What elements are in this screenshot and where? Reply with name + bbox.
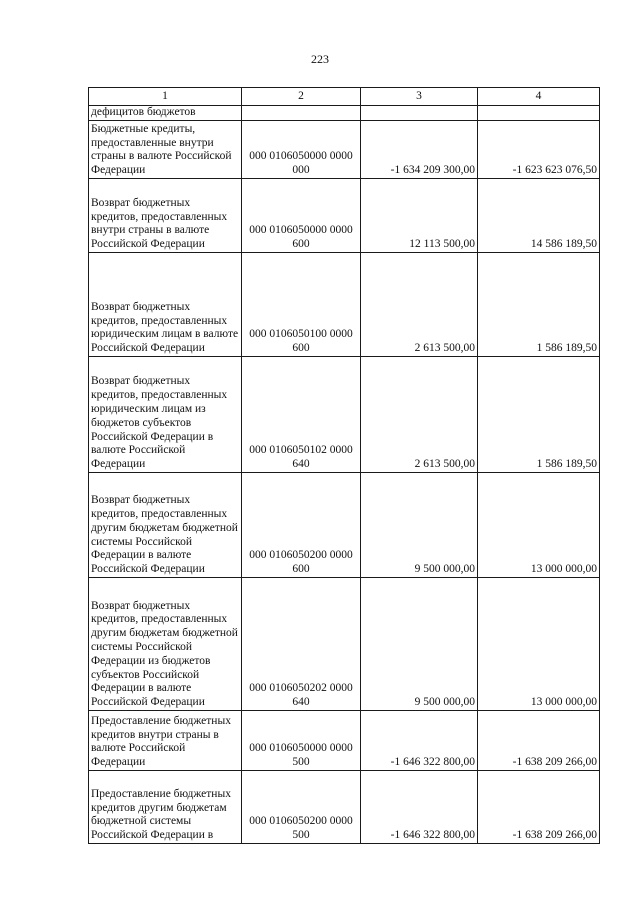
row-value-2020-cell: 14 586 189,50 <box>478 179 600 253</box>
row-value-2019-cell: -1 646 322 800,00 <box>361 771 478 844</box>
row-name-cell: Возврат бюджетных кредитов, предоставленных внутри страны в валюте Российской Федерации <box>89 179 242 253</box>
column-header-2: 2 <box>242 88 361 106</box>
row-value-2020-cell: 13 000 000,00 <box>478 578 600 711</box>
row-value-2020-cell: -1 638 209 266,00 <box>478 771 600 844</box>
row-code-cell: 000 0106050000 0000 000 <box>242 121 361 179</box>
table-row <box>89 578 600 711</box>
row-name-cell: Предоставление бюджетных кредитов другим бюджетам бюджетной системы Российской Федерации в <box>89 771 242 844</box>
row-value-2020-cell: 1 586 189,50 <box>478 253 600 357</box>
row-value-2019-cell <box>361 106 478 121</box>
row-value-2020-cell: -1 623 623 076,50 <box>478 121 600 179</box>
row-value-2019-cell: 9 500 000,00 <box>361 578 478 711</box>
table-row <box>89 106 600 121</box>
row-code-cell: 000 0106050202 0000 640 <box>242 578 361 711</box>
row-code-cell: 000 0106050100 0000 600 <box>242 253 361 357</box>
row-code-cell: 000 0106050200 0000 500 <box>242 771 361 844</box>
row-name-cell: Возврат бюджетных кредитов, предоставленных другим бюджетам бюджетной системы Российской Федерации из бюджетов субъектов Российской Федерации в валюте Российской Федерации <box>89 578 242 711</box>
row-name-cell: Бюджетные кредиты, предоставленные внутри страны в валюте Российской Федерации <box>89 121 242 179</box>
row-value-2020-cell: 13 000 000,00 <box>478 473 600 578</box>
row-name-cell: Возврат бюджетных кредитов, предоставленных юридическим лицам в валюте Российской Федерации <box>89 253 242 357</box>
row-name-cell: дефицитов бюджетов <box>89 106 242 121</box>
row-value-2020-cell: 1 586 189,50 <box>478 357 600 473</box>
table-row <box>89 253 600 357</box>
table-row <box>89 357 600 473</box>
row-name-cell: Предоставление бюджетных кредитов внутри страны в валюте Российской Федерации <box>89 711 242 771</box>
column-header-3: 3 <box>361 88 478 106</box>
column-header-1: 1 <box>89 88 242 106</box>
table-row <box>89 121 600 179</box>
row-value-2019-cell: 12 113 500,00 <box>361 179 478 253</box>
table-row <box>89 179 600 253</box>
page-number: 223 <box>311 52 329 66</box>
table-row <box>89 711 600 771</box>
row-value-2019-cell: -1 634 209 300,00 <box>361 121 478 179</box>
table-header-row <box>89 88 600 106</box>
row-code-cell <box>242 106 361 121</box>
row-value-2019-cell: 9 500 000,00 <box>361 473 478 578</box>
budget-sources-table <box>88 87 600 844</box>
row-value-2019-cell: 2 613 500,00 <box>361 357 478 473</box>
row-code-cell: 000 0106050000 0000 600 <box>242 179 361 253</box>
row-value-2019-cell: -1 646 322 800,00 <box>361 711 478 771</box>
row-value-2020-cell <box>478 106 600 121</box>
row-name-cell: Возврат бюджетных кредитов, предоставленных юридическим лицам из бюджетов субъектов Российской Федерации в валюте Российской Федерации <box>89 357 242 473</box>
row-code-cell: 000 0106050102 0000 640 <box>242 357 361 473</box>
row-value-2019-cell: 2 613 500,00 <box>361 253 478 357</box>
row-name-cell: Возврат бюджетных кредитов, предоставленных другим бюджетам бюджетной системы Российской Федерации в валюте Российской Федерации <box>89 473 242 578</box>
table-row <box>89 473 600 578</box>
table-row <box>89 771 600 844</box>
row-code-cell: 000 0106050200 0000 600 <box>242 473 361 578</box>
column-header-4: 4 <box>478 88 600 106</box>
row-code-cell: 000 0106050000 0000 500 <box>242 711 361 771</box>
row-value-2020-cell: -1 638 209 266,00 <box>478 711 600 771</box>
